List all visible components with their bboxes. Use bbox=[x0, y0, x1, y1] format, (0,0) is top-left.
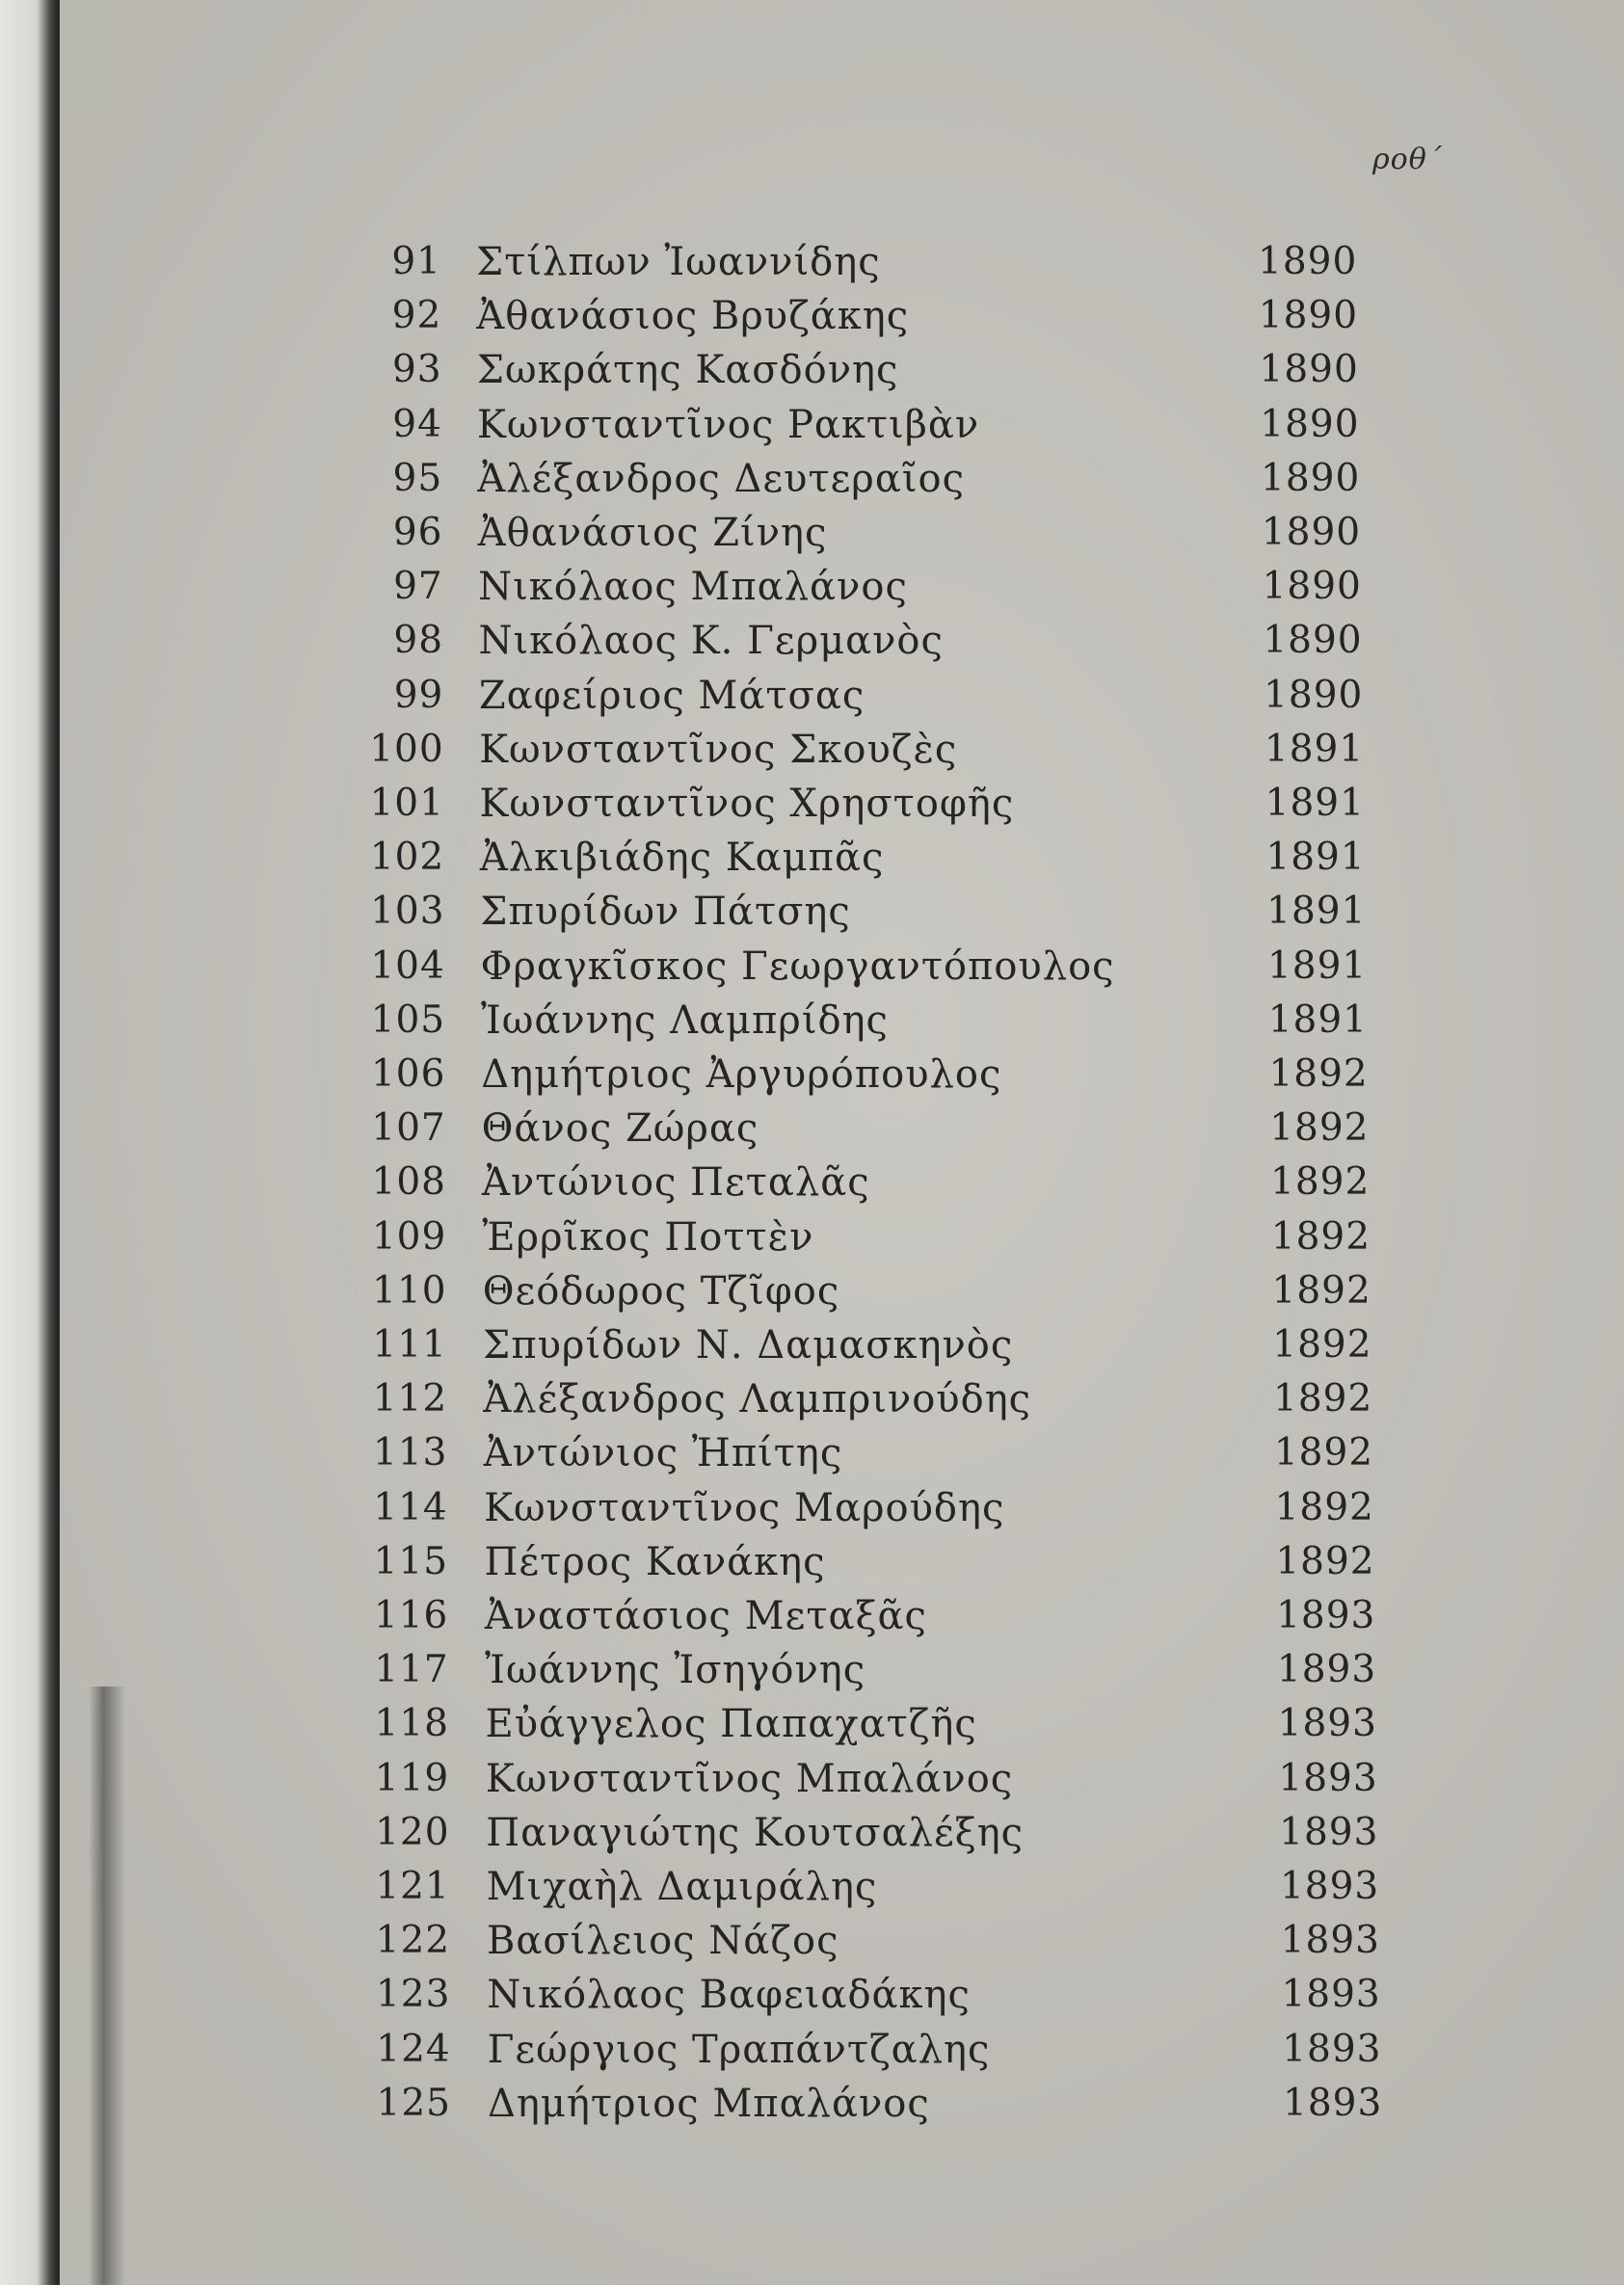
entry-year: 1891 bbox=[1267, 997, 1368, 1042]
entry-name: Νικόλαος Βαφειαδάκης bbox=[487, 1973, 971, 2018]
entry-number: 97 bbox=[393, 565, 443, 609]
entry-name: Δημήτριος Ἀργυρόπουλος bbox=[481, 1052, 1002, 1097]
entry-number: 123 bbox=[375, 1973, 451, 2017]
entry-name: Ἀντώνιος Πεταλᾶς bbox=[482, 1160, 870, 1206]
list-item bbox=[0, 1697, 1624, 1751]
list-item bbox=[0, 1318, 1624, 1372]
entry-name: Σπυρίδων Ν. Δαμασκηνὸς bbox=[483, 1323, 1014, 1368]
entry-name: Ἀντώνιος Ἠπίτης bbox=[483, 1431, 843, 1476]
entry-year: 1893 bbox=[1276, 1648, 1377, 1692]
list-item bbox=[0, 885, 1624, 939]
entry-number: 98 bbox=[393, 619, 444, 663]
entry-name: Νικόλαος Κ. Γερμανὸς bbox=[478, 619, 944, 664]
entry-name: Θεόδωρος Τζῖφος bbox=[482, 1268, 840, 1314]
list-item bbox=[0, 398, 1624, 452]
entry-name: Ἐρρῖκος Ποττὲν bbox=[482, 1214, 814, 1260]
entry-name: Νικόλαος Μπαλάνος bbox=[478, 565, 908, 610]
entry-number: 93 bbox=[391, 348, 442, 392]
list-item bbox=[0, 1589, 1624, 1643]
entry-number: 114 bbox=[373, 1485, 448, 1529]
list-item bbox=[0, 994, 1624, 1048]
list-item bbox=[0, 777, 1624, 831]
entry-number: 101 bbox=[369, 782, 444, 825]
entry-number: 103 bbox=[370, 890, 445, 934]
entry-year: 1893 bbox=[1281, 1973, 1381, 2017]
entry-number: 94 bbox=[392, 402, 442, 446]
entry-number: 124 bbox=[376, 2027, 451, 2071]
entry-number: 109 bbox=[371, 1214, 447, 1259]
entry-name: Ἀναστάσιος Μεταξᾶς bbox=[484, 1594, 927, 1638]
entry-year: 1890 bbox=[1263, 619, 1363, 663]
list-item bbox=[0, 1968, 1624, 2022]
entry-number: 91 bbox=[391, 240, 441, 283]
entry-year: 1892 bbox=[1271, 1268, 1371, 1313]
entry-year: 1892 bbox=[1273, 1431, 1374, 1475]
entry-number: 107 bbox=[371, 1106, 446, 1151]
entry-name: Ἰωάννης Ἰσηγόνης bbox=[485, 1648, 866, 1693]
entry-number: 104 bbox=[370, 943, 445, 988]
entry-name: Κωνσταντῖνος Σκουζὲς bbox=[479, 727, 958, 772]
entry-year: 1893 bbox=[1276, 1594, 1376, 1637]
entry-name: Ἀλκιβιάδης Καμπᾶς bbox=[479, 836, 885, 881]
entry-name: Σωκράτης Κασδόνης bbox=[476, 348, 899, 393]
entry-year: 1893 bbox=[1279, 1810, 1379, 1854]
list-item bbox=[0, 343, 1624, 397]
entry-number: 118 bbox=[374, 1702, 449, 1746]
list-item bbox=[0, 940, 1624, 994]
entry-name: Σπυρίδων Πάτσης bbox=[480, 890, 851, 935]
entry-year: 1890 bbox=[1260, 402, 1360, 446]
entry-number: 122 bbox=[375, 1919, 451, 1963]
entry-year: 1890 bbox=[1259, 348, 1359, 392]
entry-year: 1892 bbox=[1275, 1539, 1375, 1583]
entry-year: 1892 bbox=[1269, 1106, 1370, 1151]
entry-year: 1892 bbox=[1268, 1052, 1369, 1096]
entry-year: 1892 bbox=[1272, 1323, 1372, 1367]
entry-year: 1893 bbox=[1282, 2027, 1382, 2071]
list-item bbox=[0, 452, 1624, 506]
entry-number: 113 bbox=[373, 1431, 448, 1475]
entry-name: Κωνσταντῖνος Χρηστοφῆς bbox=[479, 782, 1015, 826]
entry-name: Δημήτριος Μπαλάνος bbox=[488, 2081, 930, 2126]
entry-name: Μιχαὴλ Δαμιράλης bbox=[486, 1865, 878, 1909]
entry-name: Ἀλέξανδρος Δευτεραῖος bbox=[477, 456, 965, 501]
entry-number: 106 bbox=[370, 1052, 446, 1096]
list-item bbox=[0, 1048, 1624, 1102]
entry-name: Πέτρος Κανάκης bbox=[484, 1539, 826, 1584]
entry-name: Κωνσταντῖνος Μπαλάνος bbox=[485, 1756, 1014, 1801]
list-item bbox=[0, 1156, 1624, 1209]
entry-number: 112 bbox=[372, 1377, 448, 1421]
entry-number: 95 bbox=[392, 456, 443, 500]
list-item bbox=[0, 289, 1624, 343]
entry-number: 120 bbox=[375, 1810, 450, 1854]
entry-name: Ἀθανάσιος Ζίνης bbox=[477, 511, 828, 555]
list-item bbox=[0, 506, 1624, 560]
list-item bbox=[0, 669, 1624, 723]
list-item bbox=[0, 614, 1624, 668]
list-item bbox=[0, 235, 1624, 289]
entry-name: Κωνσταντῖνος Ρακτιβὰν bbox=[477, 402, 980, 447]
entry-year: 1890 bbox=[1258, 240, 1358, 283]
entry-number: 125 bbox=[376, 2081, 451, 2125]
entry-name: Κωνσταντῖνος Μαρούδης bbox=[484, 1485, 1005, 1530]
page-number: ροθ΄ bbox=[1372, 143, 1443, 176]
entry-name: Ζαφείριος Μάτσας bbox=[478, 673, 865, 718]
list-item bbox=[0, 1264, 1624, 1318]
entry-number: 105 bbox=[370, 997, 446, 1042]
list-item bbox=[0, 1372, 1624, 1426]
entry-year: 1890 bbox=[1261, 456, 1361, 500]
entry-year: 1890 bbox=[1261, 511, 1362, 554]
entry-year: 1892 bbox=[1274, 1485, 1374, 1529]
entry-year: 1890 bbox=[1264, 673, 1364, 717]
list-item bbox=[0, 560, 1624, 614]
entry-year: 1892 bbox=[1270, 1160, 1371, 1205]
entry-number: 117 bbox=[374, 1648, 449, 1692]
entry-number: 96 bbox=[392, 511, 443, 554]
list-item bbox=[0, 1102, 1624, 1156]
entry-name: Παναγιώτης Κουτσαλέξης bbox=[486, 1810, 1025, 1855]
entry-year: 1890 bbox=[1262, 565, 1362, 609]
entry-name: Ἰωάννης Λαμπρίδης bbox=[480, 997, 889, 1043]
entry-name: Γεώργιος Τραπάντζαλης bbox=[487, 2027, 991, 2072]
list-item bbox=[0, 1752, 1624, 1806]
entry-name: Εὐάγγελος Παπαχατζῆς bbox=[485, 1702, 977, 1747]
entry-number: 119 bbox=[374, 1756, 450, 1800]
entry-name: Ἀλέξανδρος Λαμπρινούδης bbox=[483, 1377, 1032, 1422]
entry-number: 111 bbox=[372, 1323, 447, 1367]
entry-number: 102 bbox=[369, 836, 445, 880]
entry-number: 99 bbox=[393, 673, 444, 717]
entry-number: 116 bbox=[373, 1594, 449, 1637]
list-item bbox=[0, 1643, 1624, 1697]
entry-number: 92 bbox=[391, 294, 442, 338]
entry-year: 1891 bbox=[1265, 836, 1366, 880]
list-item bbox=[0, 2077, 1624, 2131]
entry-year: 1892 bbox=[1273, 1377, 1373, 1421]
entry-year: 1893 bbox=[1278, 1756, 1378, 1800]
entry-name: Ἀθανάσιος Βρυζάκης bbox=[476, 294, 910, 339]
entry-number: 108 bbox=[371, 1160, 446, 1205]
entry-year: 1891 bbox=[1266, 943, 1368, 988]
list-item bbox=[0, 1426, 1624, 1480]
entry-year: 1891 bbox=[1265, 782, 1365, 825]
list-item bbox=[0, 2023, 1624, 2077]
entry-year: 1893 bbox=[1277, 1702, 1377, 1746]
entry-year: 1893 bbox=[1279, 1865, 1380, 1908]
entry-name: Φραγκῖσκος Γεωργαντόπουλος bbox=[480, 943, 1115, 989]
entry-number: 110 bbox=[372, 1268, 447, 1313]
entry-number: 121 bbox=[375, 1865, 450, 1908]
entry-year: 1890 bbox=[1258, 294, 1359, 338]
entry-name: Στίλπων Ἰωαννίδης bbox=[476, 240, 881, 284]
list-item bbox=[0, 1860, 1624, 1914]
list-item bbox=[0, 723, 1624, 777]
list-item bbox=[0, 1210, 1624, 1264]
entry-number: 115 bbox=[373, 1539, 449, 1583]
list-item bbox=[0, 1535, 1624, 1589]
list-item bbox=[0, 831, 1624, 885]
entry-year: 1893 bbox=[1280, 1919, 1380, 1963]
list-item bbox=[0, 1481, 1624, 1535]
entry-number: 100 bbox=[369, 727, 444, 771]
entry-year: 1891 bbox=[1264, 727, 1365, 771]
list-item bbox=[0, 1806, 1624, 1860]
list-item bbox=[0, 1914, 1624, 1968]
entry-year: 1893 bbox=[1283, 2081, 1383, 2125]
entry-name: Βασίλειος Νάζος bbox=[486, 1919, 839, 1964]
entry-name: Θάνος Ζώρας bbox=[481, 1106, 759, 1152]
entry-year: 1892 bbox=[1270, 1214, 1371, 1259]
entry-year: 1891 bbox=[1266, 890, 1367, 934]
